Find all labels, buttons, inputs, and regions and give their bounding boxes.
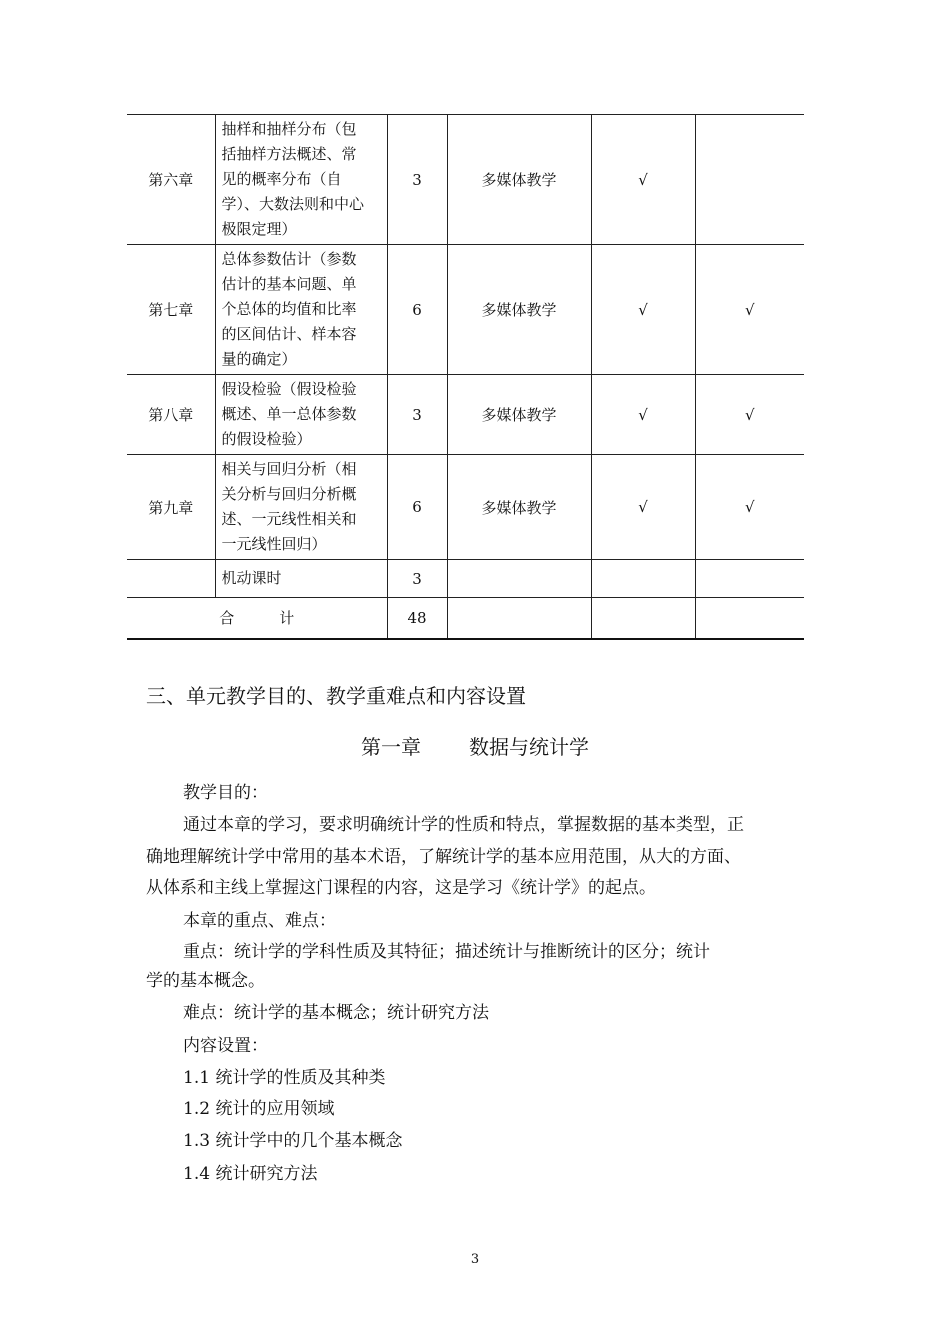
topic-cell: 机动课时 (215, 560, 387, 598)
content-label: 内容设置： (183, 1036, 268, 1056)
check-cell: √ (591, 115, 695, 245)
check-cell (695, 115, 804, 245)
goal-text-line: 从体系和主线上掌握这门课程的内容，这是学习《统计学》的起点。 (146, 878, 656, 898)
check-cell (591, 560, 695, 598)
chapter-cell: 第九章 (127, 455, 215, 560)
table-row (127, 245, 804, 375)
table-row (127, 560, 804, 598)
chapter-cell: 第八章 (127, 375, 215, 455)
table-row (127, 115, 804, 245)
key-text-line: 学的基本概念。 (146, 971, 265, 991)
empty-cell (591, 598, 695, 639)
total-hours: 48 (387, 598, 447, 639)
chapter-cell: 第七章 (127, 245, 215, 375)
hours-cell: 3 (387, 115, 447, 245)
chapter-cell: 第六章 (127, 115, 215, 245)
key-text-line: 重点：统计学的学科性质及其特征；描述统计与推断统计的区分；统计 (183, 942, 710, 962)
total-row (127, 598, 804, 639)
topic-cell: 假设检验（假设检验 概述、单一总体参数 的假设检验） (215, 375, 387, 455)
chapter-cell (127, 560, 215, 598)
hours-cell: 3 (387, 375, 447, 455)
chapter-title: 数据与统计学 (469, 735, 589, 759)
key-label: 本章的重点、难点： (183, 911, 336, 931)
check-cell: √ (695, 455, 804, 560)
page-number: 3 (470, 1252, 480, 1267)
content-item: 1.3 统计学中的几个基本概念 (183, 1131, 403, 1151)
goal-text-line: 通过本章的学习，要求明确统计学的性质和特点，掌握数据的基本类型，正 (183, 815, 744, 835)
chapter-heading (0, 731, 950, 760)
method-cell: 多媒体教学 (447, 375, 591, 455)
topic-cell: 抽样和抽样分布（包 括抽样方法概述、常 见的概率分布（自 学）、大数法则和中心 极限定理） (215, 115, 387, 245)
chapter-number: 第一章 (361, 735, 421, 759)
hours-cell: 6 (387, 455, 447, 560)
check-cell: √ (695, 245, 804, 375)
check-cell: √ (695, 375, 804, 455)
check-cell: √ (591, 375, 695, 455)
content-item: 1.4 统计研究方法 (183, 1164, 318, 1184)
check-cell: √ (591, 455, 695, 560)
total-label: 合 计 (127, 598, 387, 639)
method-cell: 多媒体教学 (447, 455, 591, 560)
table-row (127, 375, 804, 455)
check-cell (695, 560, 804, 598)
method-cell: 多媒体教学 (447, 115, 591, 245)
course-schedule-table (127, 114, 804, 640)
hours-cell: 6 (387, 245, 447, 375)
method-cell: 多媒体教学 (447, 245, 591, 375)
empty-cell (447, 598, 591, 639)
goal-text-line: 确地理解统计学中常用的基本术语，了解统计学的基本应用范围，从大的方面、 (146, 847, 741, 867)
goal-label: 教学目的： (183, 783, 268, 803)
section-title: 三、单元教学目的、教学重难点和内容设置 (146, 684, 526, 708)
empty-cell (695, 598, 804, 639)
content-item: 1.2 统计的应用领域 (183, 1099, 335, 1119)
table-row (127, 455, 804, 560)
hard-text: 难点：统计学的基本概念；统计研究方法 (183, 1003, 489, 1023)
topic-cell: 总体参数估计（参数 估计的基本问题、单 个总体的均值和比率 的区间估计、样本容 量的确定） (215, 245, 387, 375)
topic-cell: 相关与回归分析（相 关分析与回归分析概 述、一元线性相关和 一元线性回归） (215, 455, 387, 560)
content-item: 1.1 统计学的性质及其种类 (183, 1068, 386, 1088)
check-cell: √ (591, 245, 695, 375)
hours-cell: 3 (387, 560, 447, 598)
method-cell (447, 560, 591, 598)
